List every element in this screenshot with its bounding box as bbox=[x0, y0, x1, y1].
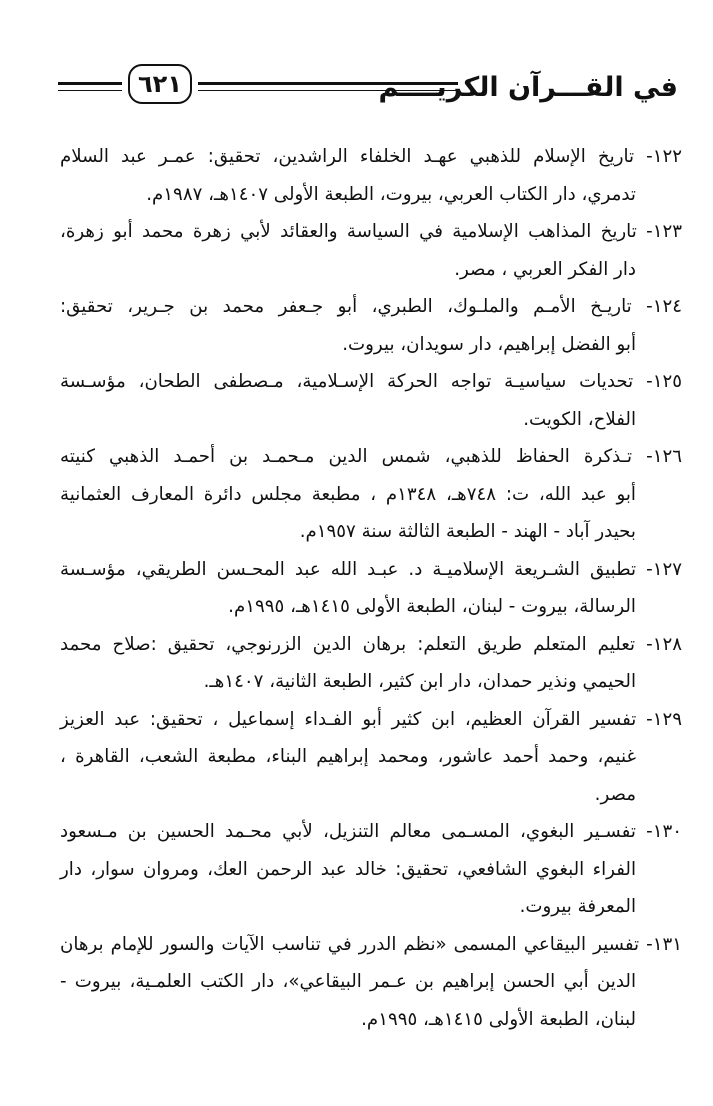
bibliography-entry bbox=[60, 813, 682, 926]
entry-line: الفراء البغوي الشافعي، تحقيق: خالد عبد الرحمن العك، ومروان سوار، دار bbox=[60, 858, 636, 880]
entry-line: أبو الفضل إبراهيم، دار سويدان، بيروت. bbox=[342, 333, 636, 355]
entry-line-first: ١٢٢- تاريخ الإسلام للذهبي عهـد الخلفاء الراشدين، تحقيق: عمـر عبد السلام bbox=[60, 146, 682, 167]
bibliography-list bbox=[60, 138, 682, 1038]
entry-line-first: ١٢٨- تعليم المتعلم طريق التعلم: برهان الدين الزرنوجي، تحقيق :صلاح محمد bbox=[60, 633, 682, 655]
bibliography-entry bbox=[60, 213, 682, 288]
entry-line: الدين أبي الحسن إبراهيم بن عـمر البيقاعي»، دار الكتب العلمـية، بيروت - bbox=[60, 971, 636, 992]
bibliography-entry bbox=[60, 438, 682, 551]
header-rule-left-thick bbox=[58, 82, 122, 85]
entry-line-first: ١٢٦- تـذكرة الحفاظ للذهبي، شمس الدين مـحمـد بن أحمـد الذهبي كنيته bbox=[60, 446, 682, 467]
entry-line: المعرفة بيروت. bbox=[519, 896, 636, 917]
bibliography-entry bbox=[60, 551, 682, 626]
entry-line: لبنان، الطبعة الأولى ١٤١٥هـ، ١٩٩٥م. bbox=[361, 1008, 636, 1030]
entry-line: الفلاح، الكويت. bbox=[523, 408, 636, 430]
entry-line: الرسالة، بيروت - لبنان، الطبعة الأولى ١٤١٥هـ، ١٩٩٥م. bbox=[228, 596, 636, 617]
bibliography-entry bbox=[60, 288, 682, 363]
entry-line-first: ١٢٥- تحديات سياسيـة تواجه الحركة الإسـلامية، مـصطفى الطحان، مؤسـسة bbox=[60, 371, 682, 392]
header-rule-left-thin bbox=[58, 90, 122, 91]
entry-line: دار الفكر العربي ، مصر. bbox=[454, 258, 636, 280]
entry-line-first: ١٢٩- تفسير القرآن العظيم، ابن كثير أبو الفـداء إسماعيل ، تحقيق: عبد العزيز bbox=[60, 708, 682, 730]
entry-line: مصر. bbox=[594, 783, 636, 805]
bibliography-entry bbox=[60, 363, 682, 438]
page-header bbox=[58, 62, 682, 112]
entry-line: الحيمي ونذير حمدان، دار ابن كثير، الطبعة الثانية، ١٤٠٧هـ. bbox=[203, 671, 636, 692]
page-number: ٦٢١ bbox=[128, 64, 192, 104]
bibliography-entry bbox=[60, 701, 682, 814]
entry-line: غنيم، وحمد أحمد عاشور، ومحمد إبراهيم البناء، مطبعة الشعب، القاهرة ، bbox=[60, 746, 636, 767]
entry-line-first: ١٢٤- تاريـخ الأمـم والملـوك، الطبري، أبو جـعفر محمد بن جـرير، تحقيق: bbox=[60, 296, 682, 317]
entry-line-first: ١٣١- تفسير البيقاعي المسمى «نظم الدرر في تناسب الآيات والسور للإمام برهان bbox=[60, 933, 682, 955]
entry-line-first: ١٢٣- تاريخ المذاهب الإسلامية في السياسة والعقائد لأبي زهرة محمد أبو زهرة، bbox=[60, 221, 682, 242]
entry-line: بحيدر آباد - الهند - الطبعة الثالثة سنة ١٩٥٧م. bbox=[299, 521, 636, 542]
entry-line-first: ١٢٧- تطبيق الشـريعة الإسلاميـة د. عبـد الله عبد المحـسن الطريقي، مؤسـسة bbox=[60, 558, 682, 580]
bibliography-entry bbox=[60, 138, 682, 213]
page-title: في القـــرآن الكريــــم bbox=[378, 72, 678, 103]
entry-line: أبو عبد الله، ت: ٧٤٨هـ، ١٣٤٨م ، مطبعة مجلس دائرة المعارف العثمانية bbox=[60, 483, 636, 505]
bibliography-entry bbox=[60, 626, 682, 701]
entry-line-first: ١٣٠- تفسـير البغوي، المسـمى معالم التنزيل، لأبي محـمد الحسين بن مـسعود bbox=[60, 821, 682, 842]
bibliography-entry bbox=[60, 926, 682, 1039]
entry-line: تدمري، دار الكتاب العربي، بيروت، الطبعة الأولى ١٤٠٧هـ، ١٩٨٧م. bbox=[146, 183, 636, 205]
